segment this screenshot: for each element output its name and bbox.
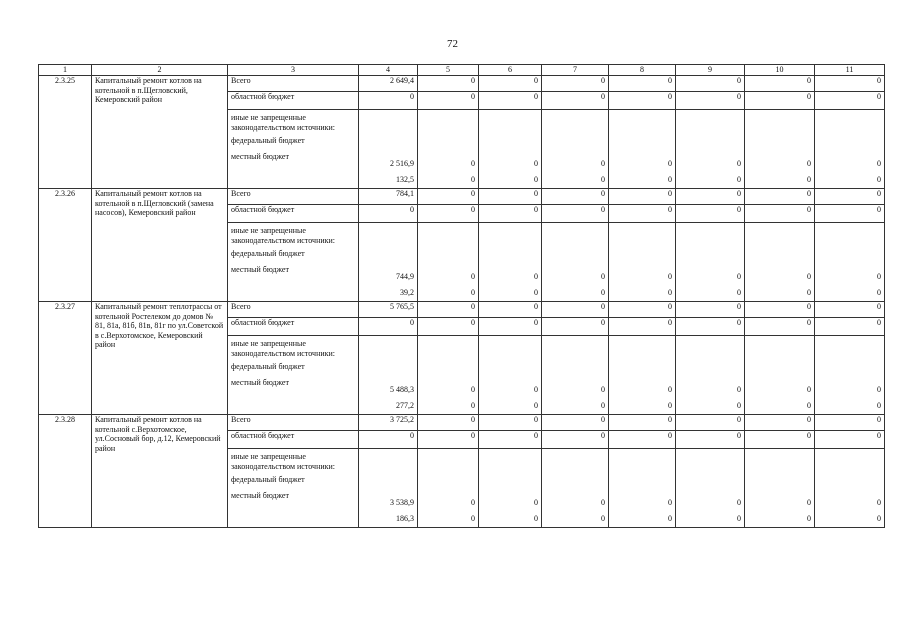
local-value: 0 <box>737 514 741 524</box>
value-cell: 0 <box>359 205 418 223</box>
local-value: 0 <box>877 401 881 411</box>
header-cell: 6 <box>479 65 542 76</box>
value-pair <box>745 223 815 302</box>
federal-value: 0 <box>807 271 811 281</box>
value-pair <box>676 336 745 415</box>
budget-table <box>38 64 885 528</box>
header-cell: 9 <box>676 65 745 76</box>
value-cell: 0 <box>815 205 885 223</box>
value-cell: 0 <box>745 431 815 449</box>
local-value: 0 <box>807 514 811 524</box>
value-pair <box>479 449 542 528</box>
value-cell: 0 <box>609 318 676 336</box>
federal-value: 3 538,9 <box>390 497 414 507</box>
value-pair <box>609 336 676 415</box>
value-cell: 0 <box>745 318 815 336</box>
local-value: 0 <box>668 288 672 298</box>
label-other-sources: иные не запрещенные законодательством источники: <box>231 226 336 245</box>
value-cell: 0 <box>479 92 542 110</box>
federal-value: 0 <box>877 497 881 507</box>
value-pair <box>745 449 815 528</box>
page-number: 72 <box>447 38 458 50</box>
value-cell: 0 <box>479 415 542 431</box>
label-federal: федеральный бюджет <box>231 248 305 258</box>
federal-value: 0 <box>737 158 741 168</box>
label-other-sources: иные не запрещенные законодательством источники: <box>231 339 336 358</box>
federal-value: 0 <box>471 158 475 168</box>
value-cell: 784,1 <box>359 189 418 205</box>
local-value: 0 <box>737 288 741 298</box>
value-cell: 0 <box>745 205 815 223</box>
section-code: 2.3.28 <box>39 415 92 528</box>
value-cell: 0 <box>479 318 542 336</box>
value-pair <box>542 110 609 189</box>
federal-value: 0 <box>534 271 538 281</box>
value-cell: 0 <box>418 302 479 318</box>
value-cell: 2 649,4 <box>359 76 418 92</box>
local-value: 186,3 <box>396 514 414 524</box>
federal-value: 0 <box>601 271 605 281</box>
section-description: Капитальный ремонт котлов на котельной в п.Щегловский (замена насосов), Кемеровский район <box>92 189 228 302</box>
label-total: Всего <box>228 189 359 205</box>
value-cell: 0 <box>542 189 609 205</box>
value-pair <box>815 223 885 302</box>
value-cell: 0 <box>815 415 885 431</box>
value-cell: 0 <box>745 92 815 110</box>
local-value: 0 <box>877 514 881 524</box>
value-pair <box>609 449 676 528</box>
value-pair <box>359 223 418 302</box>
section-description: Капитальный ремонт теплотрассы от котельной Ростелеком до домов № 81, 81а, 81б, 81в, 81г по ул.Советской в с.Верхотомское, Кемеровский район <box>92 302 228 415</box>
label-federal: федеральный бюджет <box>231 474 305 484</box>
value-pair <box>418 336 479 415</box>
value-cell: 0 <box>745 76 815 92</box>
value-pair <box>676 223 745 302</box>
federal-value: 0 <box>471 497 475 507</box>
value-pair <box>479 223 542 302</box>
value-pair <box>745 110 815 189</box>
label-other-sources-block <box>228 449 359 528</box>
section-code: 2.3.25 <box>39 76 92 189</box>
federal-value: 0 <box>737 384 741 394</box>
local-value: 0 <box>471 514 475 524</box>
value-cell: 0 <box>815 431 885 449</box>
value-pair <box>479 336 542 415</box>
federal-value: 5 488,3 <box>390 384 414 394</box>
value-pair <box>542 449 609 528</box>
value-cell: 0 <box>676 189 745 205</box>
value-pair <box>815 336 885 415</box>
value-cell: 0 <box>418 189 479 205</box>
local-value: 0 <box>668 401 672 411</box>
value-pair <box>676 449 745 528</box>
value-cell: 0 <box>609 205 676 223</box>
header-cell: 8 <box>609 65 676 76</box>
local-value: 0 <box>807 401 811 411</box>
header-cell: 1 <box>39 65 92 76</box>
label-other-sources-block <box>228 336 359 415</box>
section-row-total <box>39 302 885 318</box>
value-pair <box>815 449 885 528</box>
local-value: 0 <box>807 288 811 298</box>
value-cell: 0 <box>359 431 418 449</box>
value-pair <box>359 449 418 528</box>
value-cell: 0 <box>359 318 418 336</box>
value-pair <box>542 223 609 302</box>
value-cell: 0 <box>418 415 479 431</box>
label-total: Всего <box>228 76 359 92</box>
value-cell: 0 <box>418 205 479 223</box>
value-cell: 0 <box>609 76 676 92</box>
value-cell: 0 <box>359 92 418 110</box>
header-cell: 11 <box>815 65 885 76</box>
local-value: 0 <box>807 175 811 185</box>
label-local: местный бюджет <box>231 265 289 275</box>
value-cell: 0 <box>815 92 885 110</box>
label-federal: федеральный бюджет <box>231 135 305 145</box>
value-cell: 0 <box>542 92 609 110</box>
federal-value: 0 <box>807 158 811 168</box>
value-cell: 0 <box>418 431 479 449</box>
federal-value: 0 <box>877 271 881 281</box>
value-cell: 0 <box>745 302 815 318</box>
value-cell: 0 <box>542 415 609 431</box>
local-value: 0 <box>471 288 475 298</box>
value-cell: 0 <box>745 415 815 431</box>
value-pair <box>676 110 745 189</box>
header-cell: 10 <box>745 65 815 76</box>
federal-value: 744,9 <box>396 271 414 281</box>
local-value: 0 <box>534 288 538 298</box>
local-value: 0 <box>601 288 605 298</box>
label-regional: областной бюджет <box>228 205 359 223</box>
local-value: 0 <box>737 175 741 185</box>
value-cell: 0 <box>676 415 745 431</box>
header-cell: 5 <box>418 65 479 76</box>
federal-value: 0 <box>668 158 672 168</box>
local-value: 0 <box>877 175 881 185</box>
value-cell: 3 725,2 <box>359 415 418 431</box>
value-cell: 0 <box>418 318 479 336</box>
value-cell: 0 <box>479 205 542 223</box>
local-value: 0 <box>601 401 605 411</box>
header-row <box>39 65 885 76</box>
federal-value: 0 <box>668 497 672 507</box>
federal-value: 0 <box>737 497 741 507</box>
label-other-sources-block <box>228 110 359 189</box>
value-pair <box>815 110 885 189</box>
value-cell: 0 <box>609 431 676 449</box>
label-federal: федеральный бюджет <box>231 361 305 371</box>
federal-value: 0 <box>807 497 811 507</box>
value-pair <box>359 336 418 415</box>
federal-value: 0 <box>601 497 605 507</box>
local-value: 0 <box>534 175 538 185</box>
local-value: 0 <box>601 514 605 524</box>
value-cell: 0 <box>676 92 745 110</box>
label-local: местный бюджет <box>231 152 289 162</box>
local-value: 0 <box>534 514 538 524</box>
label-local: местный бюджет <box>231 378 289 388</box>
section-description: Капитальный ремонт котлов на котельной в п.Щегловский, Кемеровский район <box>92 76 228 189</box>
value-cell: 0 <box>815 318 885 336</box>
federal-value: 0 <box>534 384 538 394</box>
value-cell: 0 <box>542 76 609 92</box>
value-cell: 0 <box>609 92 676 110</box>
value-cell: 0 <box>542 431 609 449</box>
federal-value: 0 <box>601 158 605 168</box>
value-pair <box>479 110 542 189</box>
header-cell: 3 <box>228 65 359 76</box>
federal-value: 0 <box>737 271 741 281</box>
federal-value: 2 516,9 <box>390 158 414 168</box>
federal-value: 0 <box>534 158 538 168</box>
federal-value: 0 <box>668 271 672 281</box>
value-cell: 0 <box>418 76 479 92</box>
local-value: 0 <box>471 175 475 185</box>
federal-value: 0 <box>877 158 881 168</box>
federal-value: 0 <box>807 384 811 394</box>
local-value: 0 <box>668 514 672 524</box>
local-value: 132,5 <box>396 175 414 185</box>
header-cell: 2 <box>92 65 228 76</box>
label-regional: областной бюджет <box>228 318 359 336</box>
local-value: 277,2 <box>396 401 414 411</box>
value-cell: 0 <box>815 76 885 92</box>
section-code: 2.3.26 <box>39 189 92 302</box>
section-row-total <box>39 189 885 205</box>
local-value: 0 <box>877 288 881 298</box>
local-value: 0 <box>737 401 741 411</box>
local-value: 0 <box>471 401 475 411</box>
section-code: 2.3.27 <box>39 302 92 415</box>
label-regional: областной бюджет <box>228 92 359 110</box>
federal-value: 0 <box>877 384 881 394</box>
value-cell: 5 765,5 <box>359 302 418 318</box>
value-pair <box>609 110 676 189</box>
local-value: 0 <box>668 175 672 185</box>
value-cell: 0 <box>542 318 609 336</box>
value-cell: 0 <box>676 76 745 92</box>
value-cell: 0 <box>479 302 542 318</box>
value-pair <box>542 336 609 415</box>
label-other-sources: иные не запрещенные законодательством источники: <box>231 452 336 471</box>
value-cell: 0 <box>676 431 745 449</box>
federal-value: 0 <box>534 497 538 507</box>
federal-value: 0 <box>471 271 475 281</box>
label-regional: областной бюджет <box>228 431 359 449</box>
value-cell: 0 <box>676 205 745 223</box>
header-cell: 4 <box>359 65 418 76</box>
value-cell: 0 <box>542 205 609 223</box>
value-cell: 0 <box>479 76 542 92</box>
federal-value: 0 <box>668 384 672 394</box>
value-cell: 0 <box>609 415 676 431</box>
label-total: Всего <box>228 302 359 318</box>
value-cell: 0 <box>815 189 885 205</box>
label-other-sources: иные не запрещенные законодательством источники: <box>231 113 336 132</box>
federal-value: 0 <box>601 384 605 394</box>
value-cell: 0 <box>815 302 885 318</box>
value-cell: 0 <box>479 431 542 449</box>
value-pair <box>418 110 479 189</box>
value-pair <box>418 449 479 528</box>
label-total: Всего <box>228 415 359 431</box>
local-value: 0 <box>601 175 605 185</box>
value-cell: 0 <box>676 318 745 336</box>
value-cell: 0 <box>479 189 542 205</box>
header-cell: 7 <box>542 65 609 76</box>
value-cell: 0 <box>745 189 815 205</box>
label-local: местный бюджет <box>231 491 289 501</box>
section-row-total <box>39 415 885 431</box>
section-description: Капитальный ремонт котлов на котельной с.Верхотомское, ул.Сосновый бор, д.12, Кемеровский район <box>92 415 228 528</box>
value-cell: 0 <box>609 189 676 205</box>
value-pair <box>609 223 676 302</box>
value-cell: 0 <box>676 302 745 318</box>
section-row-total <box>39 76 885 92</box>
label-other-sources-block <box>228 223 359 302</box>
value-cell: 0 <box>542 302 609 318</box>
value-pair <box>745 336 815 415</box>
value-pair <box>359 110 418 189</box>
local-value: 0 <box>534 401 538 411</box>
value-cell: 0 <box>609 302 676 318</box>
value-pair <box>418 223 479 302</box>
local-value: 39,2 <box>400 288 414 298</box>
value-cell: 0 <box>418 92 479 110</box>
federal-value: 0 <box>471 384 475 394</box>
